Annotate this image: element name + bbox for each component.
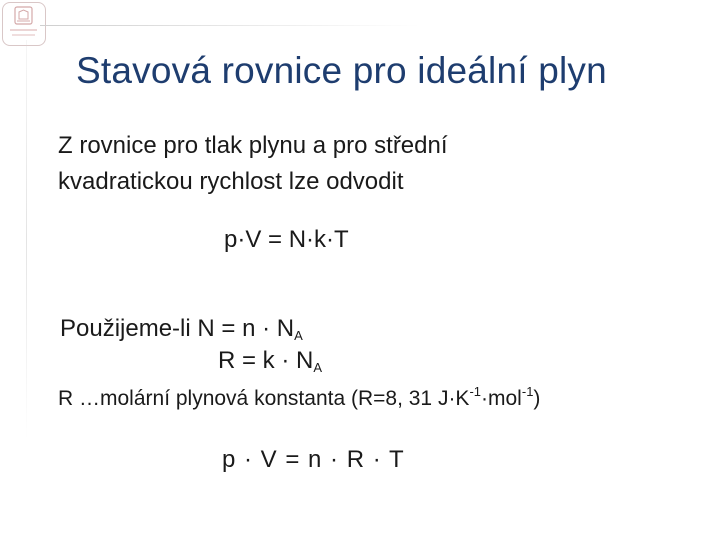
substitution-line — [60, 314, 303, 344]
molar-mid: ·mol — [481, 387, 522, 410]
institution-logo-icon — [2, 2, 46, 46]
gas-constant-subscript: A — [313, 360, 323, 375]
title-divider — [40, 25, 420, 26]
gas-constant-text: R = k · N — [218, 347, 314, 374]
slide-title: Stavová rovnice pro ideální plyn — [76, 50, 607, 91]
substitution-text: Použijeme-li N = n · N — [60, 315, 295, 342]
formula-pv-nrt: p · V = n · R · T — [222, 446, 405, 473]
formula-pv-nkt: p·V = N·k·T — [224, 226, 349, 253]
molar-exponent-1: -1 — [469, 384, 482, 399]
substitution-subscript: A — [294, 328, 303, 343]
molar-prefix: R …molární plynová konstanta (R=8, 31 J·K — [58, 387, 470, 410]
molar-constant-line — [58, 384, 540, 414]
intro-line-1: Z rovnice pro tlak plynu a pro střední — [58, 132, 448, 159]
molar-suffix: ) — [533, 387, 541, 410]
intro-paragraph — [58, 128, 448, 200]
molar-exponent-2: -1 — [521, 384, 534, 399]
side-divider — [26, 40, 27, 440]
intro-line-2: kvadratickou rychlost lze odvodit — [58, 168, 404, 195]
gas-constant-line — [218, 346, 322, 376]
